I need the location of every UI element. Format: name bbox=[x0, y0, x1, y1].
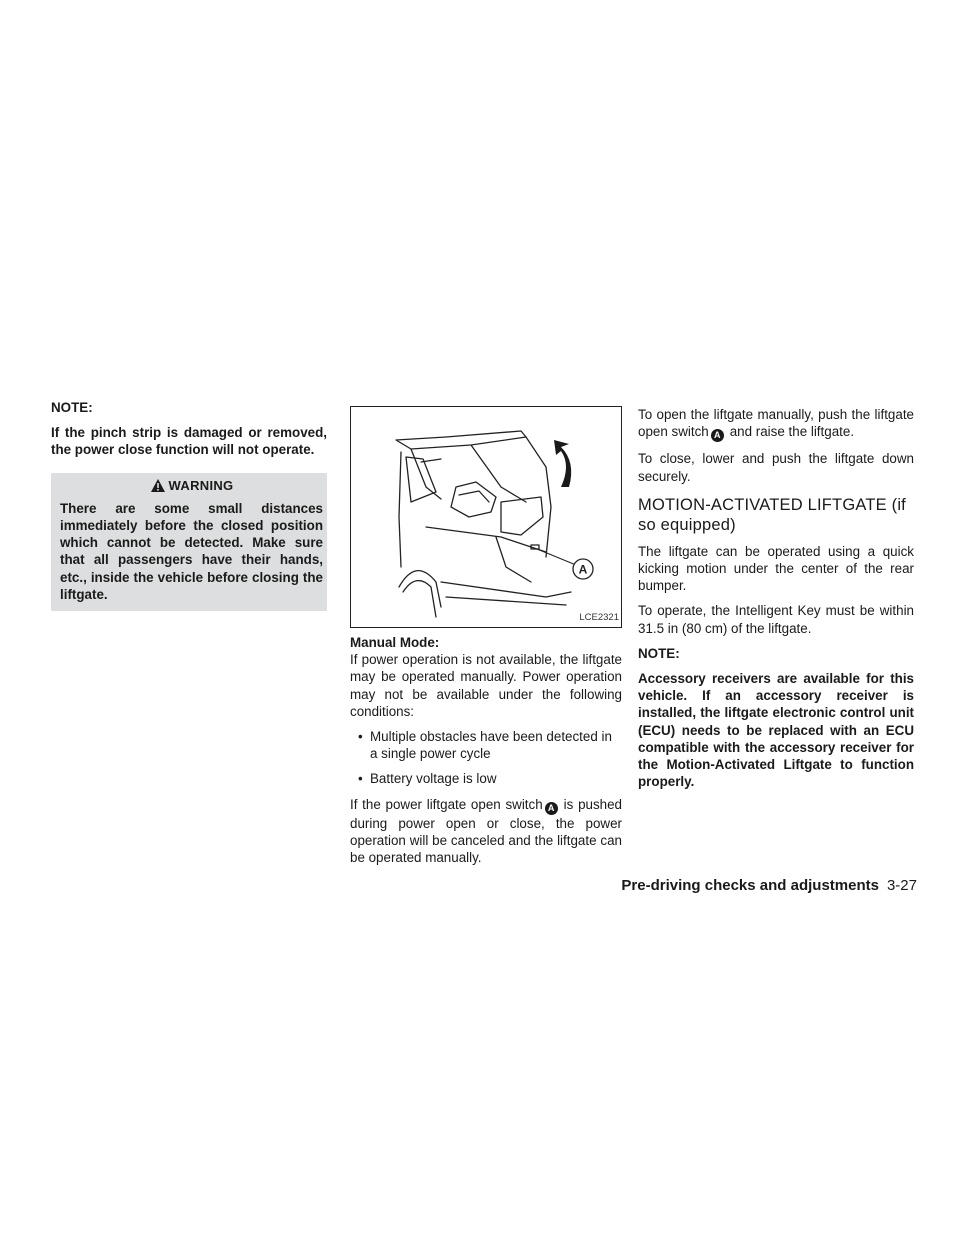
open-text-end: and raise the liftgate. bbox=[729, 424, 855, 440]
conditions-list bbox=[350, 728, 622, 788]
cancel-text-start: If the power liftgate open switch bbox=[350, 796, 543, 812]
footer-section-title: Pre-driving checks and adjustments bbox=[621, 877, 879, 894]
list-item-text: Battery voltage is low bbox=[370, 771, 497, 787]
note-text: If the pinch strip is damaged or removed, the power close function will not operate. bbox=[51, 425, 327, 458]
note-text: Accessory receivers are available for this vehicle. If an accessory receiver is installed, the liftgate electronic control unit (ECU) needs to be replaced with an ECU compatible with the accessory receiver for the Motion-Activated Liftgate to function properly. bbox=[638, 670, 914, 790]
warning-title: WARNING bbox=[168, 477, 234, 493]
figure-code: LCE2321 bbox=[579, 611, 619, 623]
note-label: NOTE: bbox=[638, 645, 680, 661]
list-item bbox=[350, 728, 622, 762]
switch-a-icon: A bbox=[711, 429, 724, 442]
open-text-start: To open the liftgate manually, push the liftgate open switch bbox=[638, 407, 914, 440]
left-column bbox=[51, 399, 327, 611]
vehicle-rear-illustration bbox=[351, 407, 621, 627]
open-manual-paragraph bbox=[638, 406, 914, 442]
warning-header bbox=[60, 477, 323, 494]
manual-mode-intro: If power operation is not available, the liftgate may be operated manually. Power operation may not be available under the following conditions: bbox=[350, 652, 622, 719]
liftgate-figure bbox=[350, 406, 622, 628]
middle-column bbox=[350, 406, 622, 874]
warning-box bbox=[51, 473, 327, 611]
warning-icon bbox=[150, 478, 166, 493]
bullet-icon: • bbox=[358, 771, 363, 787]
note-label: NOTE: bbox=[51, 400, 93, 415]
cancel-paragraph bbox=[350, 796, 622, 867]
kick-paragraph: The liftgate can be operated using a quick kicking motion under the center of the rear bumper. bbox=[638, 543, 914, 594]
page-number: 3-27 bbox=[886, 877, 917, 894]
list-item bbox=[350, 770, 622, 787]
section-title: MOTION-ACTIVATED LIFTGATE (if so equipped) bbox=[638, 495, 906, 534]
list-item-text: Multiple obstacles have been detected in a single power cycle bbox=[370, 729, 612, 762]
bullet-icon: • bbox=[358, 729, 363, 745]
cancel-text-end: is pushed during power open or close, the power operation will be canceled and the liftgate can be operated manually. bbox=[350, 796, 622, 866]
range-paragraph: To operate, the Intelligent Key must be within 31.5 in (80 cm) of the liftgate. bbox=[638, 603, 914, 636]
manual-mode-heading: Manual Mode: bbox=[350, 635, 440, 650]
right-column bbox=[638, 406, 914, 798]
page-footer bbox=[621, 877, 917, 894]
close-paragraph: To close, lower and push the liftgate down securely. bbox=[638, 451, 914, 484]
figure-callout-a: A bbox=[578, 562, 588, 577]
switch-a-icon: A bbox=[545, 802, 558, 815]
warning-text: There are some small distances immediately before the closed position which cannot be detected. Make sure that all passengers have their hands, etc., inside the vehicle before closing the liftgate. bbox=[60, 500, 323, 602]
